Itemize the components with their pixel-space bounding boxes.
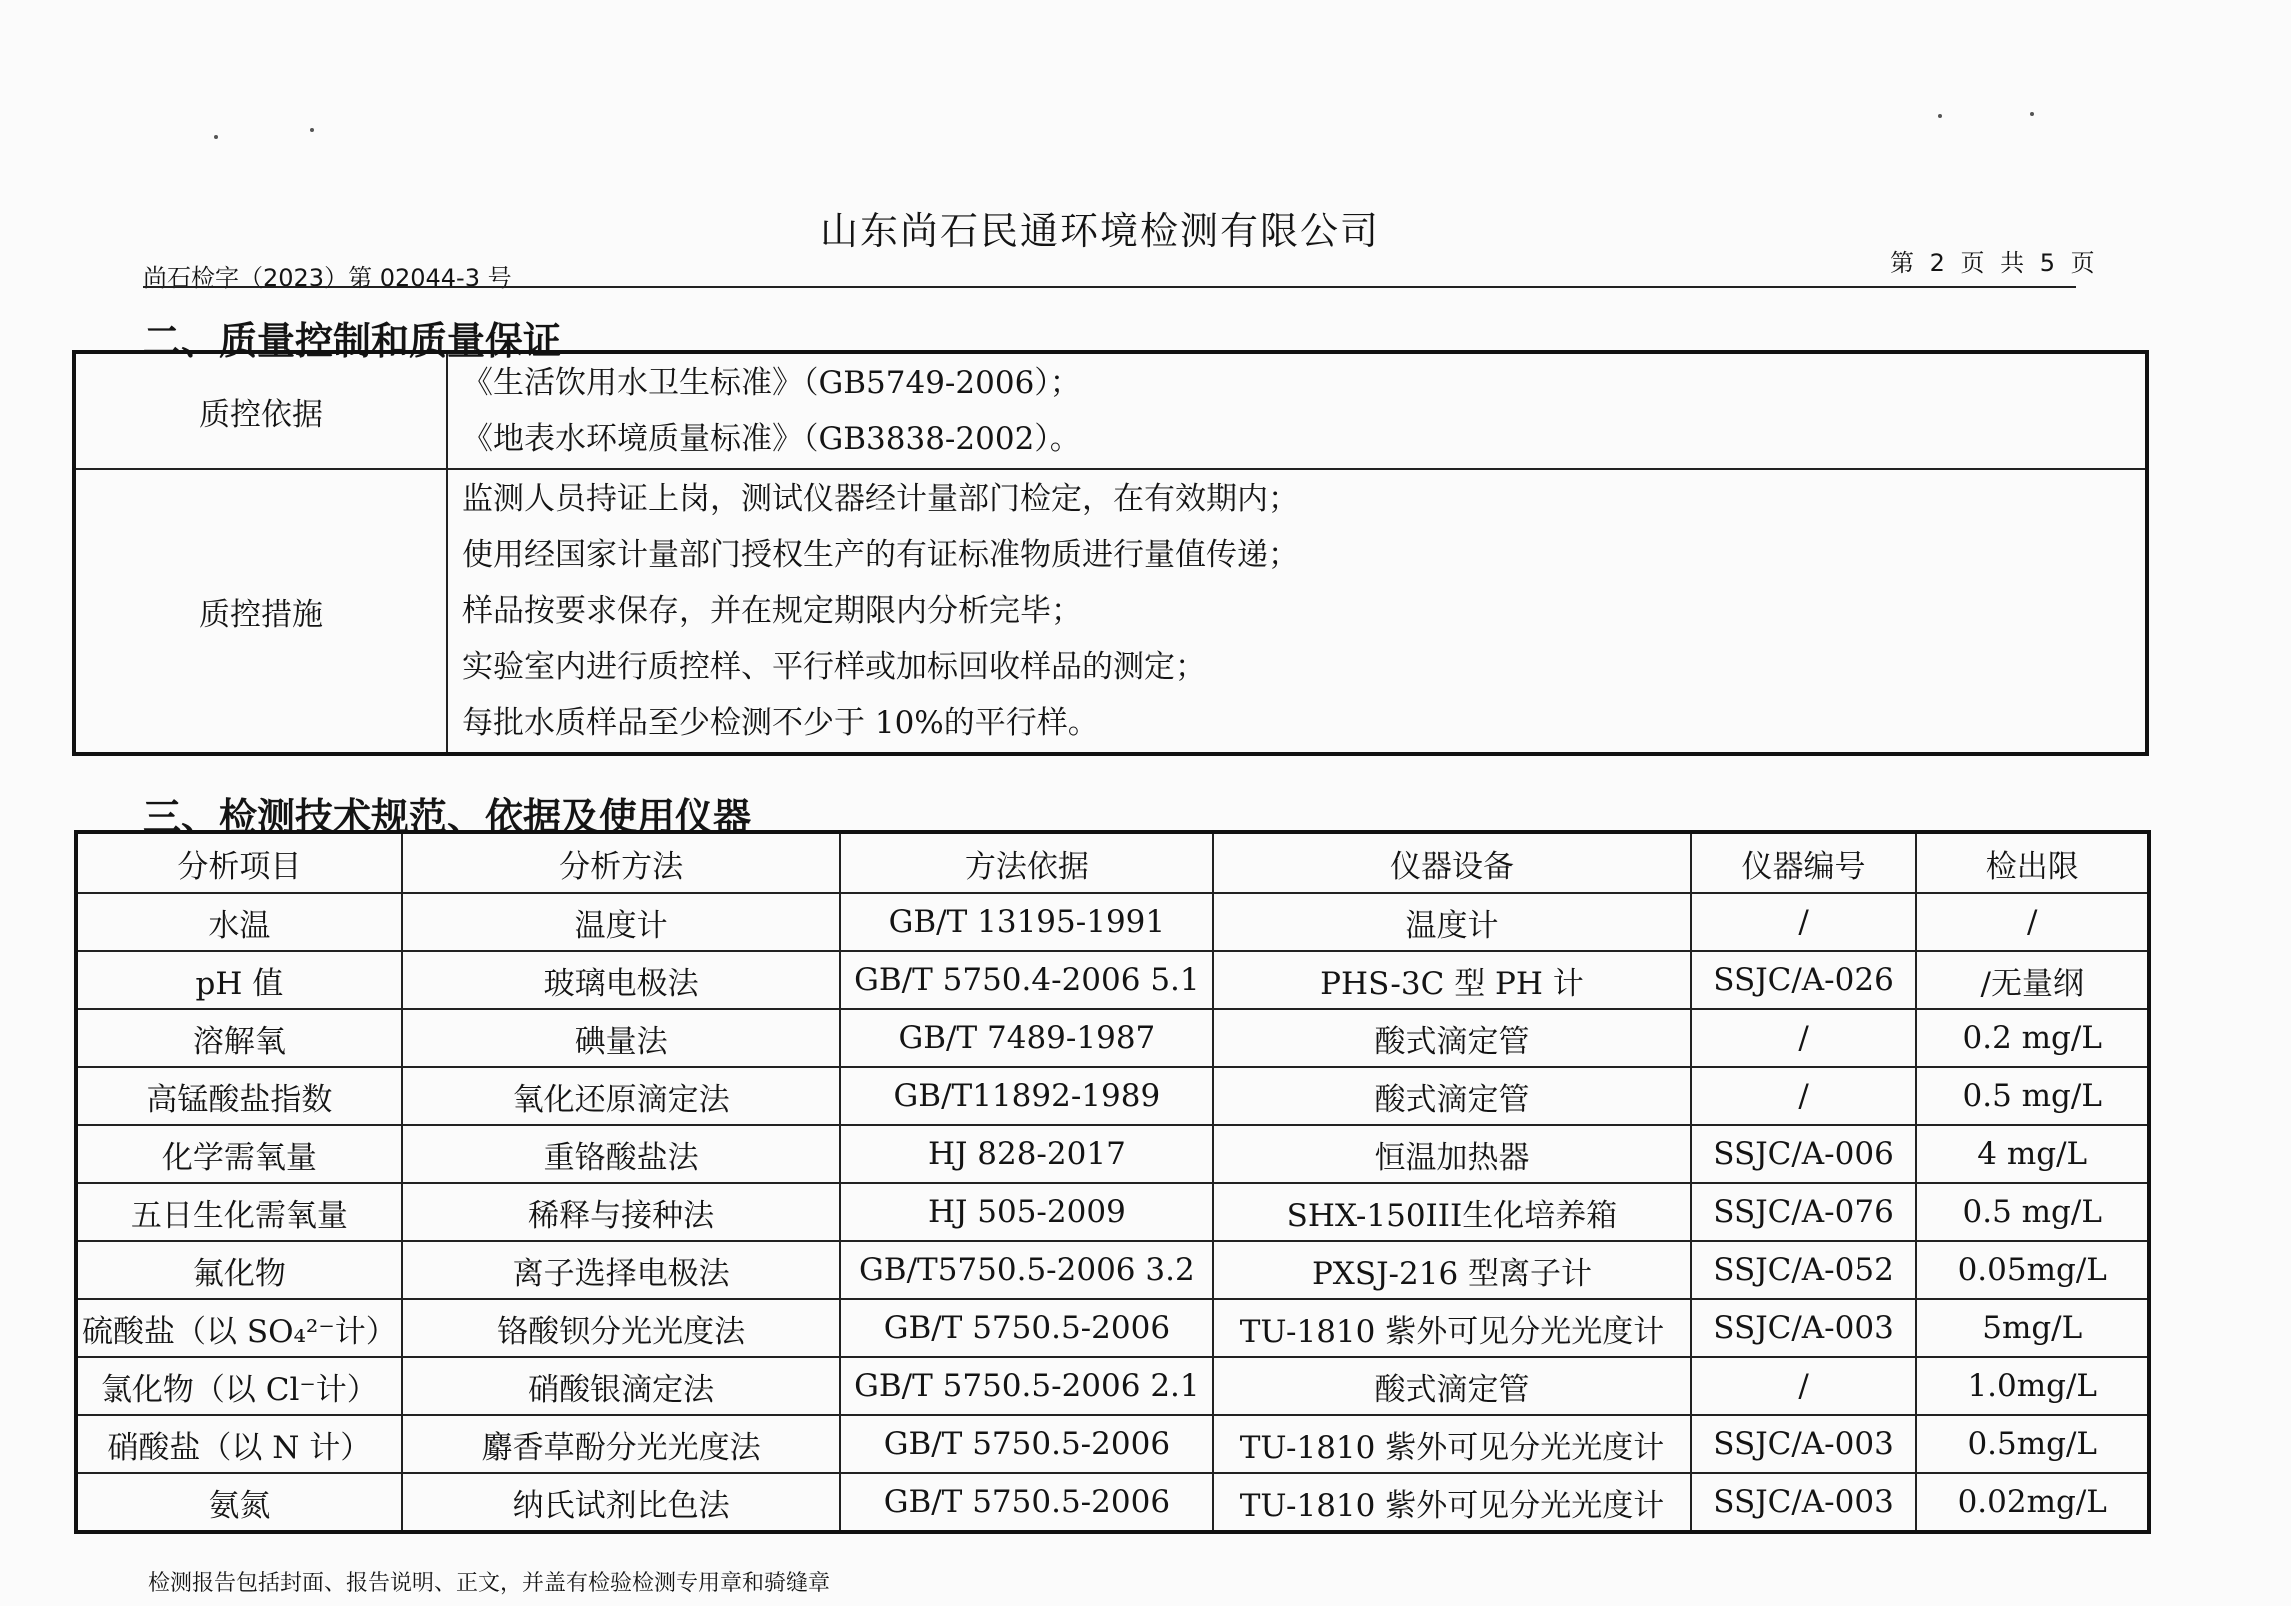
methods-table — [74, 830, 2151, 1534]
table-cell: 硝酸盐（以 N 计） — [76, 1415, 402, 1473]
table-cell: 0.5 mg/L — [1916, 1183, 2149, 1241]
column-header: 分析方法 — [402, 832, 841, 893]
footer-note: 检测报告包括封面、报告说明、正文，并盖有检验检测专用章和骑缝章 — [148, 1571, 831, 1596]
table-cell: GB/T 13195-1991 — [840, 893, 1213, 951]
scan-speck — [1938, 114, 1942, 118]
content-line: 监测人员持证上岗，测试仪器经计量部门检定，在有效期内； — [462, 481, 1299, 517]
content-line: 《地表水环境质量标准》（GB3838-2002）。 — [462, 421, 1081, 457]
table-cell: 0.5mg/L — [1916, 1415, 2149, 1473]
table-row — [76, 1415, 2149, 1473]
table-cell: / — [1691, 1009, 1917, 1067]
table-cell: TU-1810 紫外可见分光光度计 — [1213, 1299, 1690, 1357]
table-row — [76, 1241, 2149, 1299]
table-row — [76, 1357, 2149, 1415]
table-cell: 氨氮 — [76, 1473, 402, 1532]
table-cell: 恒温加热器 — [1213, 1125, 1690, 1183]
table-cell: 硝酸银滴定法 — [402, 1357, 841, 1415]
table-cell: / — [1691, 893, 1917, 951]
table-cell: 温度计 — [1213, 893, 1690, 951]
table-cell: GB/T 5750.4-2006 5.1 — [840, 951, 1213, 1009]
scan-speck — [214, 135, 218, 139]
table-cell: 氟化物 — [76, 1241, 402, 1299]
quality-control-table — [72, 350, 2149, 756]
header-rule — [143, 286, 2076, 288]
table-cell: / — [1691, 1357, 1917, 1415]
table-cell: GB/T 5750.5-2006 — [840, 1299, 1213, 1357]
table-cell: TU-1810 紫外可见分光光度计 — [1213, 1415, 1690, 1473]
table-cell: GB/T 5750.5-2006 — [840, 1415, 1213, 1473]
table-cell: pH 值 — [76, 951, 402, 1009]
content-line: 实验室内进行质控样、平行样或加标回收样品的测定； — [462, 649, 1206, 685]
table-cell: SSJC/A-006 — [1691, 1125, 1917, 1183]
content-line: 样品按要求保存，并在规定期限内分析完毕； — [462, 593, 1082, 629]
table-cell: 麝香草酚分光光度法 — [402, 1415, 841, 1473]
table-cell: 稀释与接种法 — [402, 1183, 841, 1241]
table-row — [76, 1473, 2149, 1532]
table-cell: SSJC/A-076 — [1691, 1183, 1917, 1241]
table-cell: 酸式滴定管 — [1213, 1067, 1690, 1125]
row-content — [447, 469, 2147, 754]
header-row — [76, 832, 2149, 893]
column-header: 仪器设备 — [1213, 832, 1690, 893]
table-cell: 氯化物（以 Cl⁻计） — [76, 1357, 402, 1415]
table-cell: / — [1691, 1067, 1917, 1125]
table-cell: 0.05mg/L — [1916, 1241, 2149, 1299]
table-cell: SHX-150III生化培养箱 — [1213, 1183, 1690, 1241]
document-number: 尚石检字（2023）第 02044-3 号 — [143, 264, 512, 292]
table-cell: 0.2 mg/L — [1916, 1009, 2149, 1067]
column-header: 分析项目 — [76, 832, 402, 893]
column-header: 检出限 — [1916, 832, 2149, 893]
table-row — [76, 1009, 2149, 1067]
table-cell: 碘量法 — [402, 1009, 841, 1067]
table-cell: PXSJ-216 型离子计 — [1213, 1241, 1690, 1299]
table-cell: SSJC/A-026 — [1691, 951, 1917, 1009]
table-row — [74, 352, 2147, 469]
table-cell: 纳氏试剂比色法 — [402, 1473, 841, 1532]
table-row — [76, 1183, 2149, 1241]
section-title-methods: 三、检测技术规范、依据及使用仪器 — [143, 795, 752, 839]
table-cell: 酸式滴定管 — [1213, 1009, 1690, 1067]
page-number: 第 2 页 共 5 页 — [1890, 249, 2099, 277]
table-cell: 0.5 mg/L — [1916, 1067, 2149, 1125]
table-cell: 重铬酸盐法 — [402, 1125, 841, 1183]
table-cell: 溶解氧 — [76, 1009, 402, 1067]
table-cell: 0.02mg/L — [1916, 1473, 2149, 1532]
company-name: 山东尚石民通环境检测有限公司 — [819, 209, 1380, 253]
table-row — [74, 469, 2147, 754]
table-row — [76, 1125, 2149, 1183]
table-cell: SSJC/A-003 — [1691, 1415, 1917, 1473]
content-line: 《生活饮用水卫生标准》（GB5749-2006）； — [462, 365, 1081, 401]
row-content — [447, 352, 2147, 469]
table-cell: / — [1916, 893, 2149, 951]
table-row — [76, 893, 2149, 951]
row-label: 质控措施 — [74, 469, 447, 754]
column-header: 方法依据 — [840, 832, 1213, 893]
table-cell: GB/T5750.5-2006 3.2 — [840, 1241, 1213, 1299]
table-row — [76, 1299, 2149, 1357]
table-cell: HJ 828-2017 — [840, 1125, 1213, 1183]
table-cell: /无量纲 — [1916, 951, 2149, 1009]
table-row — [76, 1067, 2149, 1125]
table-cell: 氧化还原滴定法 — [402, 1067, 841, 1125]
table-cell: 5mg/L — [1916, 1299, 2149, 1357]
table-cell: SSJC/A-003 — [1691, 1473, 1917, 1532]
table-cell: 硫酸盐（以 SO₄²⁻计） — [76, 1299, 402, 1357]
table-cell: 温度计 — [402, 893, 841, 951]
row-label: 质控依据 — [74, 352, 447, 469]
table-cell: TU-1810 紫外可见分光光度计 — [1213, 1473, 1690, 1532]
scan-speck — [2030, 112, 2034, 116]
table-cell: HJ 505-2009 — [840, 1183, 1213, 1241]
column-header: 仪器编号 — [1691, 832, 1917, 893]
table-cell: 化学需氧量 — [76, 1125, 402, 1183]
table-cell: 五日生化需氧量 — [76, 1183, 402, 1241]
table-cell: GB/T 5750.5-2006 2.1 — [840, 1357, 1213, 1415]
table-cell: SSJC/A-052 — [1691, 1241, 1917, 1299]
table-cell: 高锰酸盐指数 — [76, 1067, 402, 1125]
scan-speck — [310, 128, 314, 132]
table-cell: 酸式滴定管 — [1213, 1357, 1690, 1415]
table-cell: 水温 — [76, 893, 402, 951]
table-cell: 离子选择电极法 — [402, 1241, 841, 1299]
table-cell: GB/T 7489-1987 — [840, 1009, 1213, 1067]
content-line: 每批水质样品至少检测不少于 10%的平行样。 — [462, 705, 1099, 741]
content-line: 使用经国家计量部门授权生产的有证标准物质进行量值传递； — [462, 537, 1299, 573]
table-cell: 4 mg/L — [1916, 1125, 2149, 1183]
table-cell: 玻璃电极法 — [402, 951, 841, 1009]
section-title-quality-control: 二、质量控制和质量保证 — [143, 319, 562, 363]
table-cell: GB/T 5750.5-2006 — [840, 1473, 1213, 1532]
table-cell: 铬酸钡分光光度法 — [402, 1299, 841, 1357]
table-cell: 1.0mg/L — [1916, 1357, 2149, 1415]
table-cell: GB/T11892-1989 — [840, 1067, 1213, 1125]
table-cell: SSJC/A-003 — [1691, 1299, 1917, 1357]
table-cell: PHS-3C 型 PH 计 — [1213, 951, 1690, 1009]
table-row — [76, 951, 2149, 1009]
